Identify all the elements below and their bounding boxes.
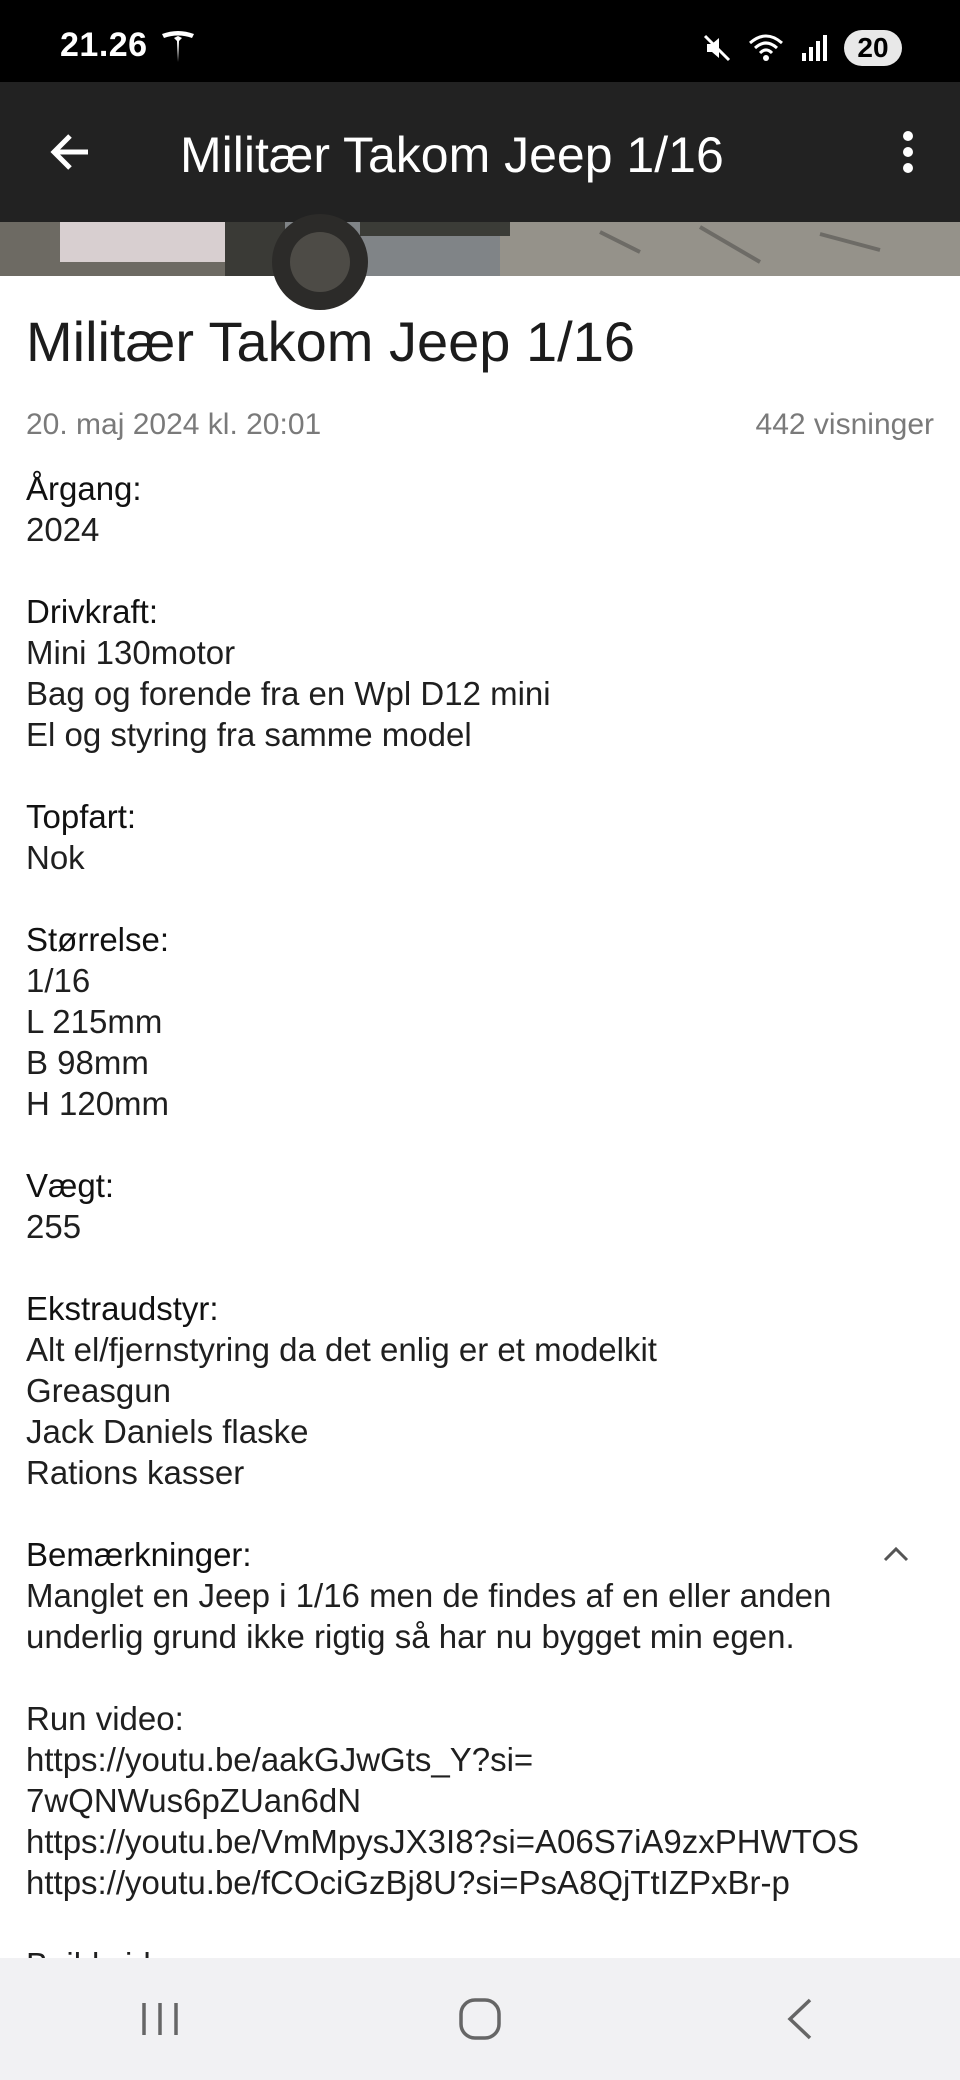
post-meta [26,408,934,442]
field-size [26,919,934,1124]
field-remarks [26,1534,934,1985]
post-views: 442 visninger [755,408,934,442]
field-year [26,468,934,550]
field-value: Rations kasser [26,1454,245,1492]
recent-apps-button[interactable] [100,1974,220,2064]
status-bar [0,0,960,82]
field-value: Jack Daniels flaske [26,1413,309,1451]
field-value: H 120mm [26,1085,170,1123]
field-extras [26,1288,934,1493]
field-label: Årgang: [26,470,142,508]
field-label: Størrelse: [26,921,170,959]
field-value: El og styring fra samme model [26,716,472,754]
field-value: Bag og forende fra en Wpl D12 mini [26,675,551,713]
field-value: Nok [26,839,85,877]
home-icon [457,1996,503,2042]
post-photo[interactable] [0,222,960,276]
video-link[interactable]: 7wQNWus6pZUan6dN [26,1782,362,1820]
status-icons [702,28,902,68]
field-value: Mini 130motor [26,634,236,672]
home-button[interactable] [420,1974,540,2064]
app-bar [0,82,960,222]
video-link[interactable]: https://youtu.be/fCOciGzBj8U?si=PsA8QjTtIZPxBr-p [26,1864,790,1902]
blank-line [26,1657,934,1698]
mute-icon [702,33,732,63]
blank-line [26,1903,934,1944]
post-date: 20. maj 2024 kl. 20:01 [26,408,322,442]
wifi-icon [746,33,786,63]
field-label: Topfart: [26,798,137,836]
back-button[interactable] [38,120,102,184]
more-vertical-icon [898,128,918,176]
app-bar-title: Militær Takom Jeep 1/16 [180,127,724,183]
battery-indicator: 20 [844,30,902,66]
field-value: Greasgun [26,1372,171,1410]
remarks-line: Run video: [26,1700,184,1738]
field-drive [26,591,934,755]
status-time: 21.26 [60,26,148,64]
collapse-remarks-button[interactable] [876,1534,916,1574]
field-value: 255 [26,1208,82,1246]
field-label: Vægt: [26,1167,115,1205]
field-label: Ekstraudstyr: [26,1290,219,1328]
overflow-menu-button[interactable] [876,120,940,184]
field-label: Bemærkninger: [26,1536,252,1574]
field-value: 1/16 [26,962,91,1000]
field-value: B 98mm [26,1044,149,1082]
system-back-button[interactable] [740,1974,860,2064]
recent-apps-icon [138,1999,182,2039]
field-value: 2024 [26,511,100,549]
field-label: Drivkraft: [26,593,158,631]
video-link[interactable]: https://youtu.be/aakGJwGts_Y?si= [26,1741,534,1779]
arrow-left-icon [46,128,94,176]
tesla-icon [160,30,196,64]
field-value: L 215mm [26,1003,163,1041]
system-nav-bar [0,1958,960,2080]
remarks-line: Manglet en Jeep i 1/16 men de findes af en eller anden [26,1577,832,1615]
field-top-speed [26,796,934,878]
post-title: Militær Takom Jeep 1/16 [26,310,635,373]
post-fields [26,468,934,1985]
post-content[interactable] [0,276,960,1958]
back-icon [784,1996,816,2042]
signal-icon [800,33,830,63]
field-value: Alt el/fjernstyring da det enlig er et modelkit [26,1331,657,1369]
field-weight [26,1165,934,1247]
remarks-line: underlig grund ikke rigtig så har nu bygget min egen. [26,1618,795,1656]
video-link[interactable]: https://youtu.be/VmMpysJX3I8?si=A06S7iA9zxPHWTOS [26,1823,860,1861]
chevron-up-icon [882,1545,910,1563]
